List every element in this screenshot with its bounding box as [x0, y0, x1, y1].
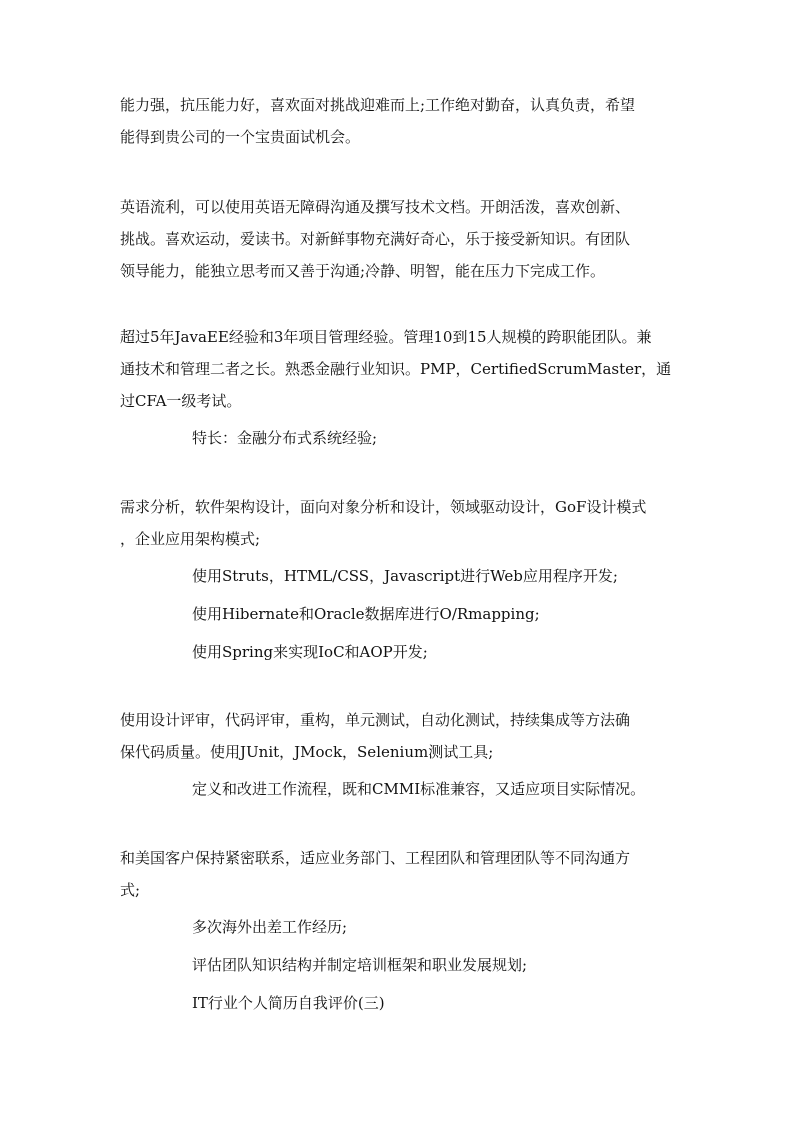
paragraph-line: ，企业应用架构模式;: [120, 530, 261, 548]
paragraph-line: 领导能力，能独立思考而又善于沟通;冷静、明智，能在压力下完成工作。: [120, 262, 606, 280]
indented-line: 定义和改进工作流程，既和CMMI标准兼容，又适应项目实际情况。: [192, 780, 646, 798]
indented-line: 使用Hibernate和Oracle数据库进行O/Rmapping;: [192, 605, 540, 623]
indented-line: 使用Spring来实现IoC和AOP开发;: [192, 643, 428, 661]
paragraph-line: 超过5年JavaEE经验和3年项目管理经验。管理10到15人规模的跨职能团队。兼: [120, 328, 652, 346]
paragraph-line: 使用设计评审，代码评审，重构，单元测试，自动化测试，持续集成等方法确: [120, 711, 631, 729]
paragraph-line: 能得到贵公司的一个宝贵面试机会。: [120, 128, 361, 146]
section-heading: IT行业个人简历自我评价(三): [192, 994, 385, 1012]
indented-line: 使用Struts，HTML/CSS，Javascript进行Web应用程序开发;: [192, 567, 618, 585]
paragraph-line: 过CFA一级考试。: [120, 392, 242, 410]
paragraph-line: 和美国客户保持紧密联系，适应业务部门、工程团队和管理团队等不同沟通方: [120, 849, 631, 867]
paragraph-line: 英语流利，可以使用英语无障碍沟通及撰写技术文档。开朗活泼，喜欢创新、: [120, 198, 631, 216]
paragraph-line: 挑战。喜欢运动，爱读书。对新鲜事物充满好奇心，乐于接受新知识。有团队: [120, 230, 631, 248]
indented-line: 特长：金融分布式系统经验;: [192, 429, 378, 447]
paragraph-line: 能力强，抗压能力好，喜欢面对挑战迎难而上;工作绝对勤奋，认真负责，希望: [120, 96, 636, 114]
paragraph-line: 保代码质量。使用JUnit，JMock，Selenium测试工具;: [120, 743, 494, 761]
indented-line: 评估团队知识结构并制定培训框架和职业发展规划;: [192, 956, 528, 974]
paragraph-line: 通技术和管理二者之长。熟悉金融行业知识。PMP，CertifiedScrumMaster，通: [120, 360, 672, 378]
indented-line: 多次海外出差工作经历;: [192, 918, 348, 936]
paragraph-line: 式;: [120, 881, 141, 899]
paragraph-line: 需求分析，软件架构设计，面向对象分析和设计，领域驱动设计，GoF设计模式: [120, 498, 647, 516]
